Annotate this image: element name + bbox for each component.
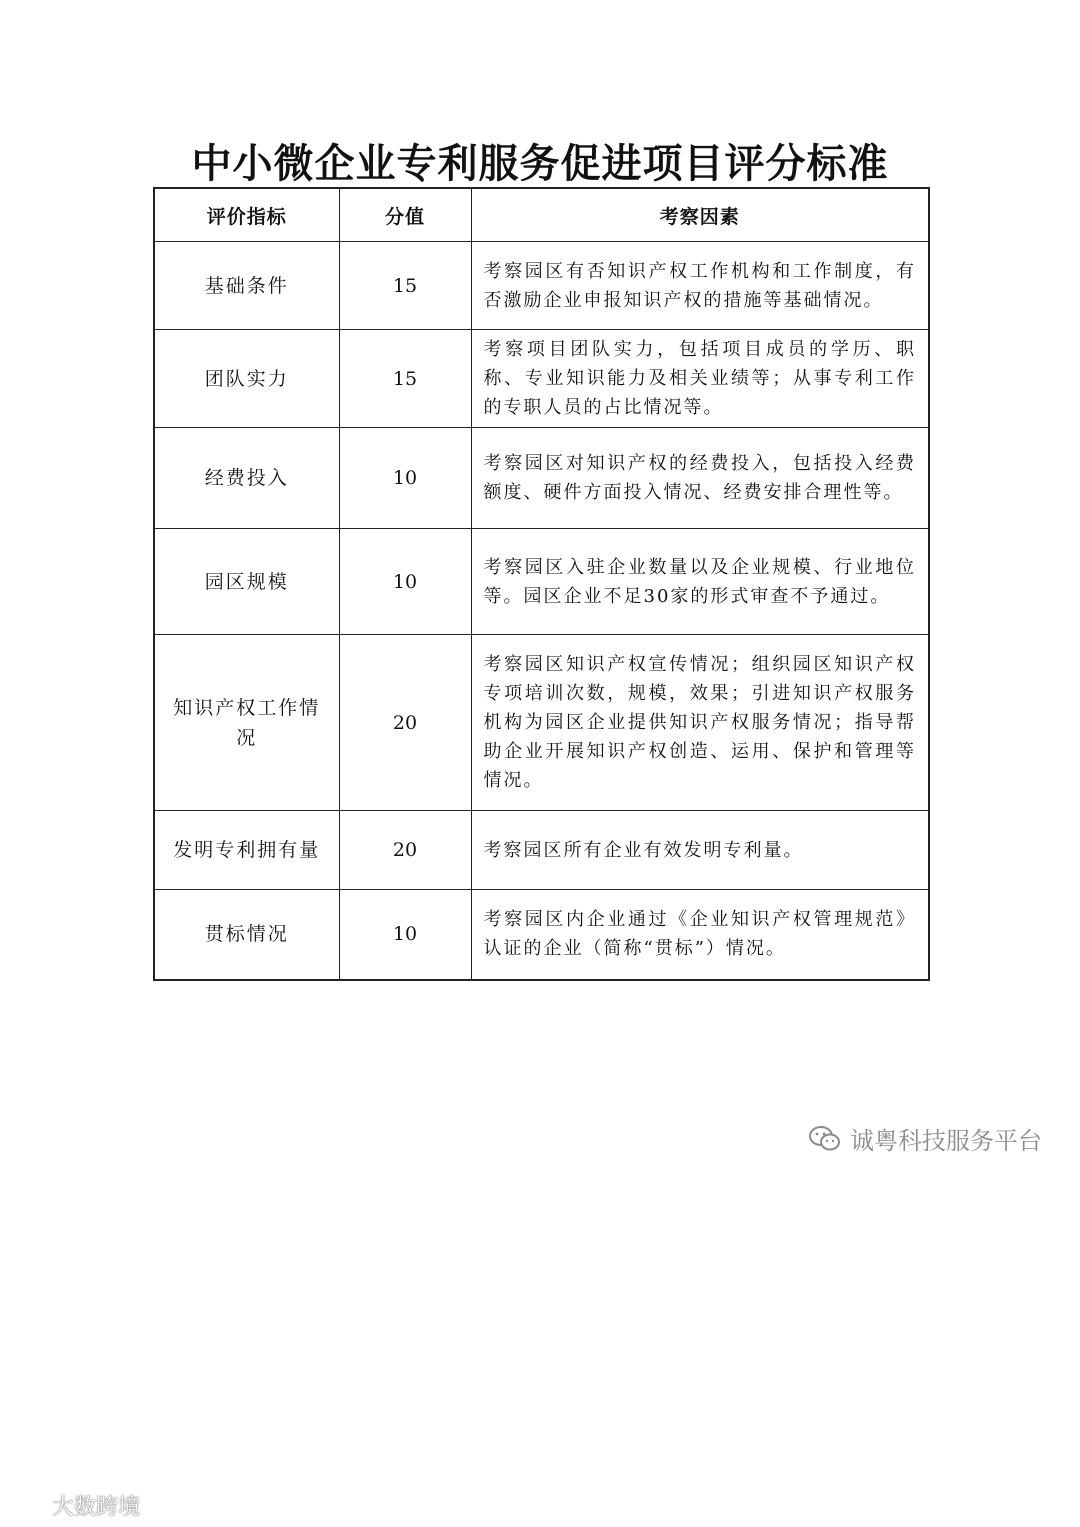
table-row [154,428,929,529]
table-row [154,529,929,635]
indicator-cell: 基础条件 [154,242,339,330]
indicator-cell: 贯标情况 [154,890,339,980]
indicator-cell: 经费投入 [154,428,339,529]
indicator-cell [154,635,339,811]
indicator-label: 知识产权工作情况 [173,696,321,749]
indicator-cell: 园区规模 [154,529,339,635]
header-indicator: 评价指标 [154,188,339,242]
watermark-wechat [808,1121,1042,1156]
logo-icon [6,1494,46,1518]
score-cell: 15 [339,330,471,428]
factors-cell: 考察园区所有企业有效发明专利量。 [471,811,929,890]
factors-cell: 考察园区对知识产权的经费投入，包括投入经费额度、硬件方面投入情况、经费安排合理性等。 [471,428,929,529]
factors-cell: 考察园区内企业通过《企业知识产权管理规范》认证的企业（简称“贯标”）情况。 [471,890,929,980]
wechat-icon [808,1125,842,1153]
table-row [154,811,929,890]
page-title: 中小微企业专利服务促进项目评分标准 [191,141,889,187]
header-score: 分值 [339,188,471,242]
score-cell: 20 [339,811,471,890]
watermark-left-text: 大数跨境 [52,1495,141,1520]
watermark-brand [6,1490,140,1521]
watermark-right-text: 诚粤科技服务平台 [850,1127,1042,1155]
table-row [154,890,929,980]
factors-cell: 考察园区知识产权宣传情况；组织园区知识产权专项培训次数，规模，效果；引进知识产权服务机构为园区企业提供知识产权服务情况；指导帮助企业开展知识产权创造、运用、保护和管理等情况。 [471,635,929,811]
factors-cell: 考察园区有否知识产权工作机构和工作制度，有否激励企业申报知识产权的措施等基础情况。 [471,242,929,330]
table-row [154,242,929,330]
score-cell: 10 [339,529,471,635]
indicator-cell: 团队实力 [154,330,339,428]
table-row [154,330,929,428]
score-cell: 10 [339,428,471,529]
indicator-cell: 发明专利拥有量 [154,811,339,890]
score-cell: 15 [339,242,471,330]
score-cell: 20 [339,635,471,811]
score-cell: 10 [339,890,471,980]
header-factors: 考察因素 [471,188,929,242]
factors-cell: 考察项目团队实力，包括项目成员的学历、职称、专业知识能力及相关业绩等；从事专利工作的专职人员的占比情况等。 [471,330,929,428]
scoring-table [153,187,930,981]
factors-cell: 考察园区入驻企业数量以及企业规模、行业地位等。园区企业不足30家的形式审查不予通过。 [471,529,929,635]
table-row [154,635,929,811]
table-header-row [154,188,929,242]
